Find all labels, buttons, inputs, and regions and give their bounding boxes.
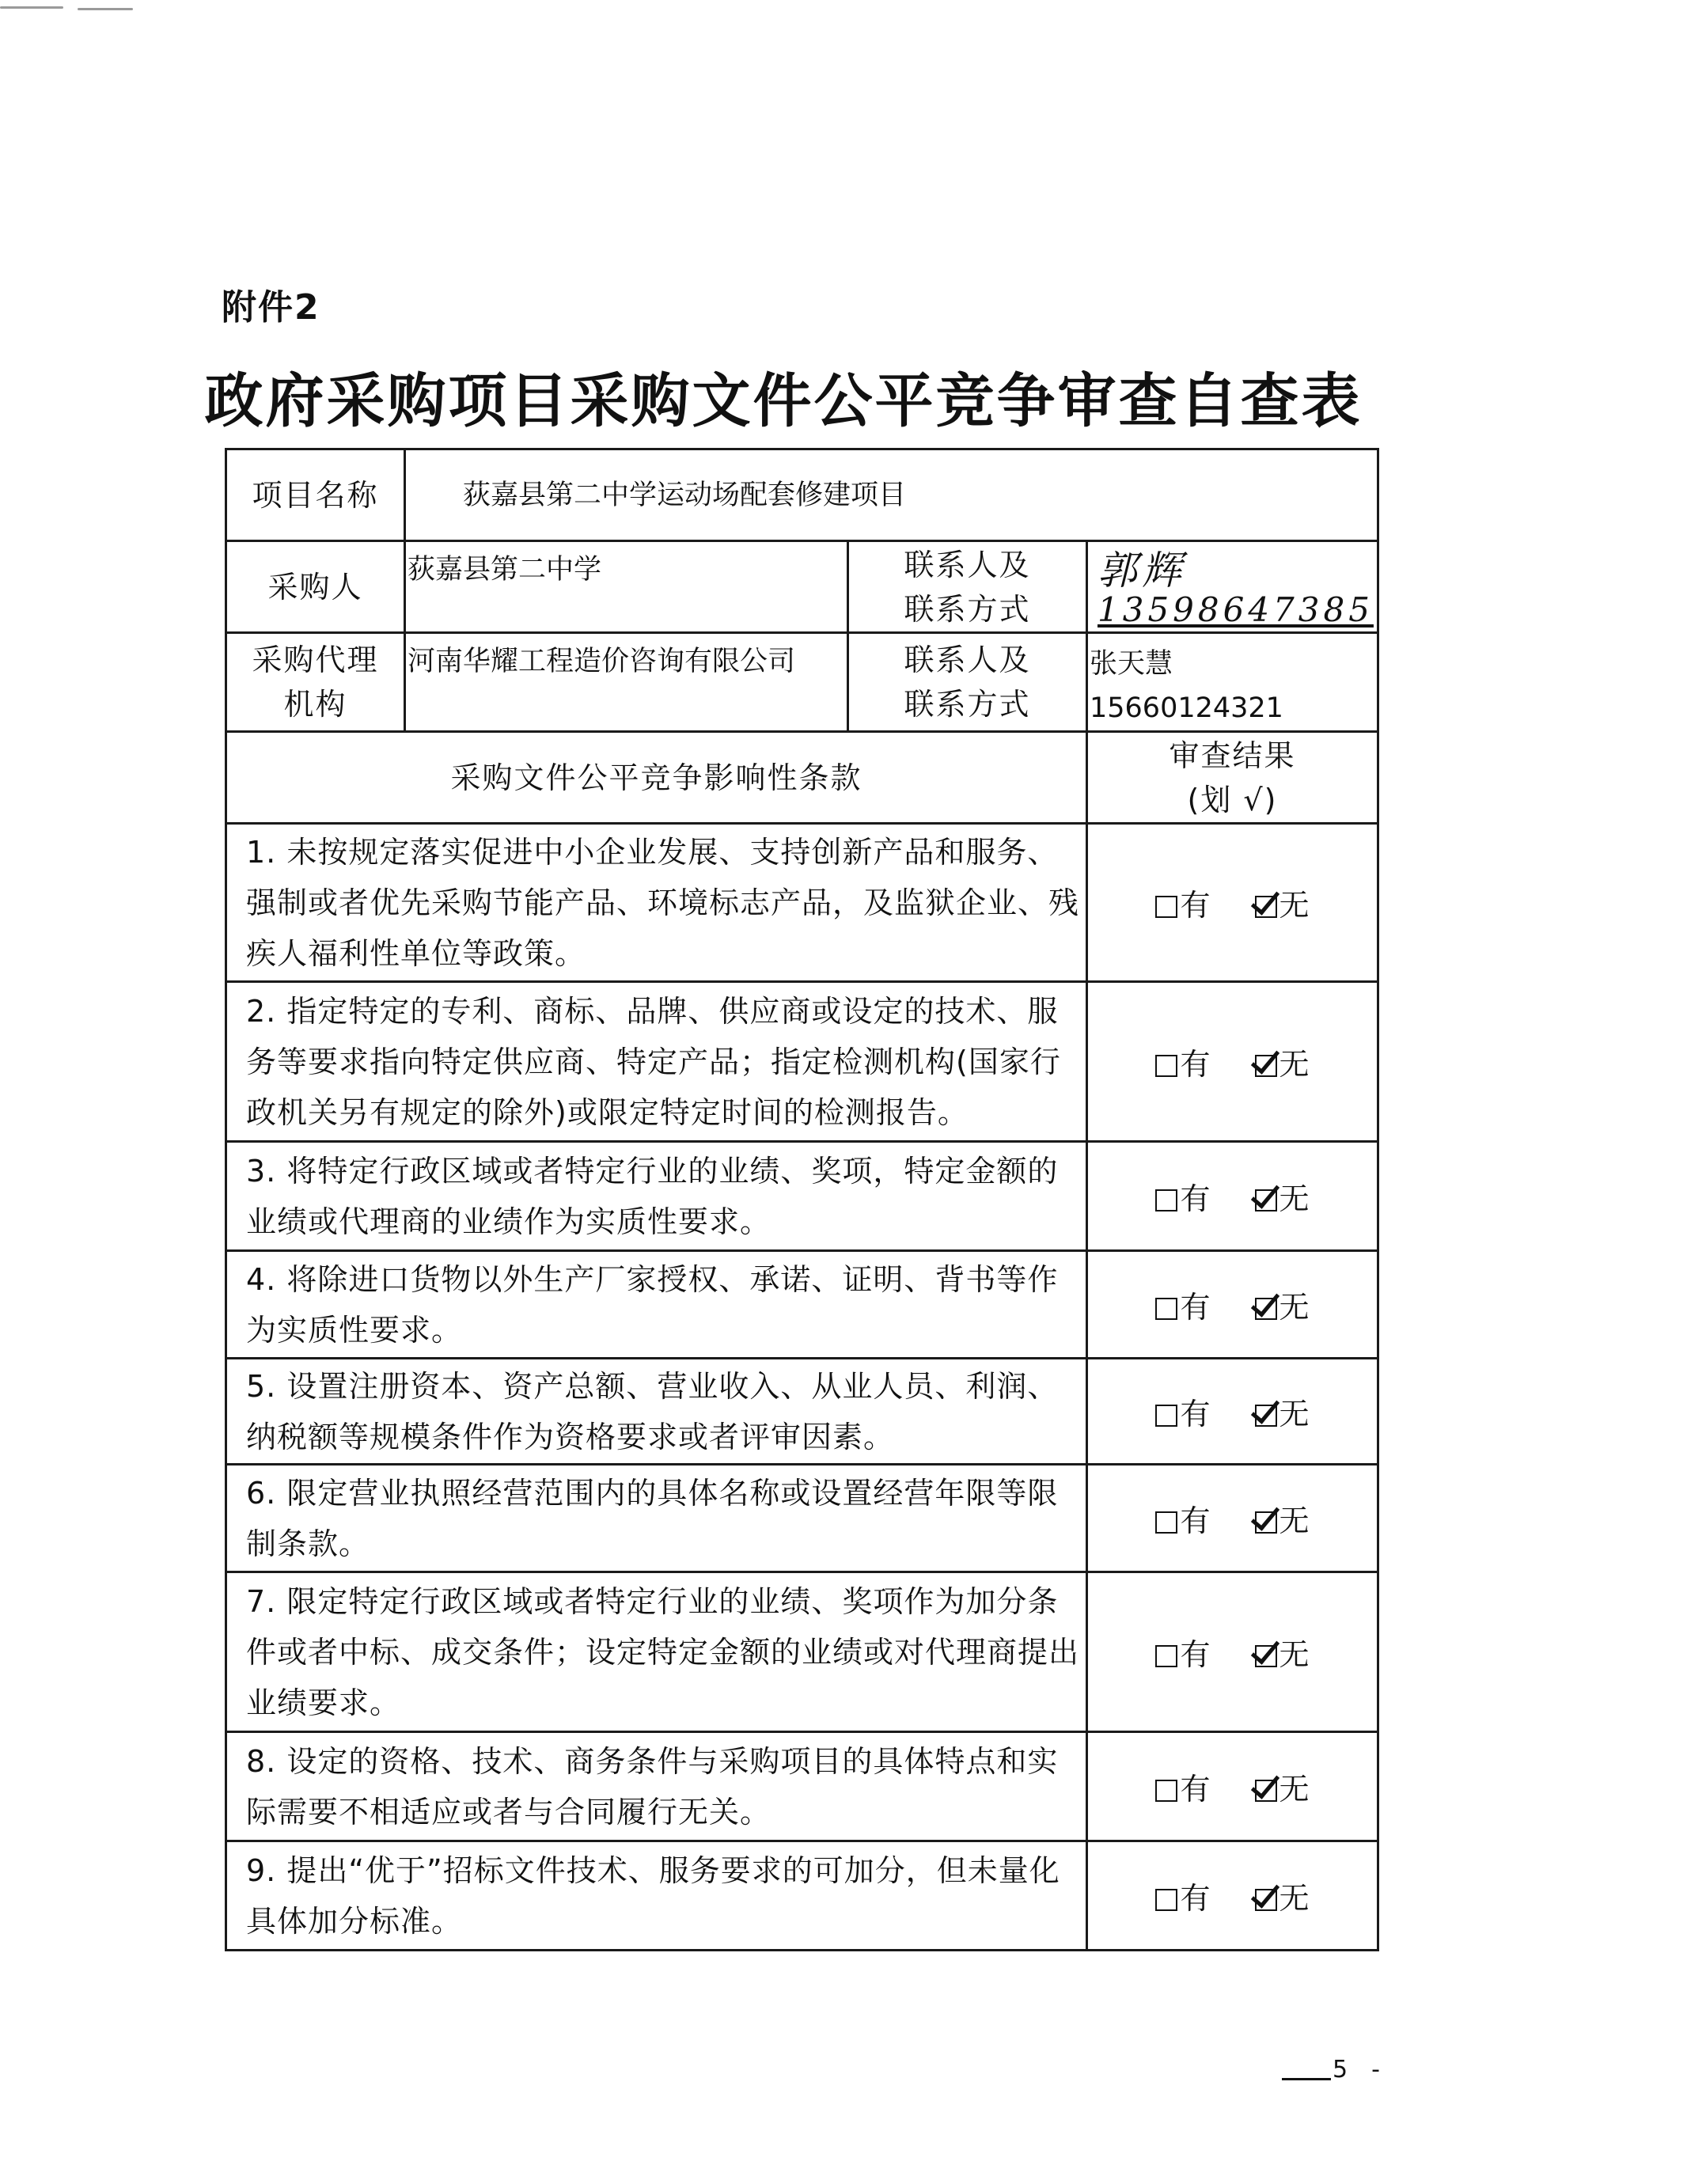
option-label: 有 xyxy=(1180,1772,1211,1807)
page-rule xyxy=(1282,2078,1331,2080)
option-yes[interactable] xyxy=(1155,1630,1210,1674)
clause-row xyxy=(226,1465,1378,1572)
purchaser-row xyxy=(226,541,1378,633)
empty-checkbox-icon[interactable] xyxy=(1155,1298,1177,1320)
clause-text: 6. 限定营业执照经营范围内的具体名称或设置经营年限等限制条款。 xyxy=(226,1465,1087,1572)
review-table xyxy=(225,448,1379,1951)
project-name-label: 项目名称 xyxy=(226,449,405,541)
agency-contact-phone: 15660124321 xyxy=(1090,692,1283,724)
signature-name: 郭辉 xyxy=(1097,547,1186,593)
project-row xyxy=(226,449,1378,541)
clause-text: 9. 提出“优于”招标文件技术、服务要求的可加分，但未量化具体加分标准。 xyxy=(226,1841,1087,1951)
review-result xyxy=(1087,1142,1378,1251)
checked-checkbox-icon[interactable] xyxy=(1255,1645,1277,1667)
checked-checkbox-icon[interactable] xyxy=(1255,1511,1277,1534)
checked-checkbox-icon[interactable] xyxy=(1255,1405,1277,1427)
review-result xyxy=(1087,1465,1378,1572)
empty-checkbox-icon[interactable] xyxy=(1155,1189,1177,1211)
agency-value: 河南华耀工程造价咨询有限公司 xyxy=(405,633,848,732)
option-no[interactable] xyxy=(1255,1174,1310,1218)
agency-contact-name: 张天慧 xyxy=(1090,648,1173,680)
empty-checkbox-icon[interactable] xyxy=(1155,896,1177,918)
empty-checkbox-icon[interactable] xyxy=(1155,1780,1177,1802)
header-row xyxy=(226,732,1378,824)
option-no[interactable] xyxy=(1255,1630,1310,1674)
signature-phone: 13598647385 xyxy=(1097,590,1374,629)
option-no[interactable] xyxy=(1255,1390,1310,1433)
empty-checkbox-icon[interactable] xyxy=(1155,1055,1177,1077)
review-result xyxy=(1087,1251,1378,1359)
review-result xyxy=(1087,824,1378,982)
option-no[interactable] xyxy=(1255,1874,1310,1917)
clause-row xyxy=(226,1732,1378,1841)
result-header-line1: 审查结果 xyxy=(1169,737,1296,773)
option-yes[interactable] xyxy=(1155,1040,1210,1083)
purchaser-label: 采购人 xyxy=(226,541,405,633)
option-label: 无 xyxy=(1279,1397,1310,1431)
option-no[interactable] xyxy=(1255,881,1310,924)
clauses-header: 采购文件公平竞争影响性条款 xyxy=(226,732,1087,824)
option-label: 无 xyxy=(1279,1881,1310,1916)
option-yes[interactable] xyxy=(1155,881,1210,924)
option-yes[interactable] xyxy=(1155,1390,1210,1433)
contact-label-line1: 联系人及 xyxy=(904,547,1031,582)
option-yes[interactable] xyxy=(1155,1874,1210,1917)
checked-checkbox-icon[interactable] xyxy=(1255,1298,1277,1320)
option-label: 有 xyxy=(1180,1397,1211,1431)
clause-row xyxy=(226,982,1378,1142)
clause-row xyxy=(226,1841,1378,1951)
checked-checkbox-icon[interactable] xyxy=(1255,1780,1277,1802)
agency-contact-value xyxy=(1087,633,1378,732)
clause-row xyxy=(226,1142,1378,1251)
agency-label xyxy=(226,633,405,732)
clause-text: 7. 限定特定行政区域或者特定行业的业绩、奖项作为加分条件或者中标、成交条件；设定特定金额的业绩或对代理商提出业绩要求。 xyxy=(226,1572,1087,1732)
purchaser-contact-label xyxy=(848,541,1087,633)
option-yes[interactable] xyxy=(1155,1765,1210,1808)
option-label: 有 xyxy=(1180,888,1211,923)
option-label: 有 xyxy=(1180,1503,1211,1538)
result-header-line2: (划 √) xyxy=(1187,782,1278,817)
checked-checkbox-icon[interactable] xyxy=(1255,1889,1277,1911)
scan-artifact xyxy=(0,6,135,17)
agency-contact-label xyxy=(848,633,1087,732)
clause-text: 4. 将除进口货物以外生产厂家授权、承诺、证明、背书等作为实质性要求。 xyxy=(226,1251,1087,1359)
clause-list xyxy=(226,824,1378,1951)
option-label: 无 xyxy=(1279,1503,1310,1538)
option-label: 无 xyxy=(1279,1047,1310,1082)
checked-checkbox-icon[interactable] xyxy=(1255,896,1277,918)
option-no[interactable] xyxy=(1255,1283,1310,1326)
clause-row xyxy=(226,1572,1378,1732)
option-no[interactable] xyxy=(1255,1765,1310,1808)
option-yes[interactable] xyxy=(1155,1496,1210,1540)
empty-checkbox-icon[interactable] xyxy=(1155,1405,1177,1427)
clause-text: 8. 设定的资格、技术、商务条件与采购项目的具体特点和实际需要不相适应或者与合同履行无关。 xyxy=(226,1732,1087,1841)
result-header xyxy=(1087,732,1378,824)
option-label: 无 xyxy=(1279,1290,1310,1325)
document-title: 政府采购项目采购文件公平竞争审查自查表 xyxy=(204,367,1363,435)
page-number xyxy=(1282,2056,1380,2084)
attachment-label: 附件2 xyxy=(222,287,320,328)
option-label: 无 xyxy=(1279,1637,1310,1672)
purchaser-value: 荻嘉县第二中学 xyxy=(405,541,848,633)
review-result xyxy=(1087,1732,1378,1841)
option-label: 有 xyxy=(1180,1881,1211,1916)
agency-row xyxy=(226,633,1378,732)
empty-checkbox-icon[interactable] xyxy=(1155,1889,1177,1911)
empty-checkbox-icon[interactable] xyxy=(1155,1511,1177,1534)
contact-label-line1: 联系人及 xyxy=(904,643,1031,677)
checked-checkbox-icon[interactable] xyxy=(1255,1189,1277,1211)
agency-label-line1: 采购代理 xyxy=(252,643,379,677)
clause-text: 1. 未按规定落实促进中小企业发展、支持创新产品和服务、强制或者优先采购节能产品、环境标志产品，及监狱企业、残疾人福利性单位等政策。 xyxy=(226,824,1087,982)
checked-checkbox-icon[interactable] xyxy=(1255,1055,1277,1077)
option-yes[interactable] xyxy=(1155,1174,1210,1218)
agency-label-line2: 机构 xyxy=(283,687,347,722)
empty-checkbox-icon[interactable] xyxy=(1155,1645,1177,1667)
review-result xyxy=(1087,1841,1378,1951)
clause-text: 3. 将特定行政区域或者特定行业的业绩、奖项，特定金额的业绩或代理商的业绩作为实质性要求。 xyxy=(226,1142,1087,1251)
handwritten-signature xyxy=(1097,549,1377,628)
review-result xyxy=(1087,1572,1378,1732)
project-name-value: 荻嘉县第二中学运动场配套修建项目 xyxy=(405,449,1378,541)
option-yes[interactable] xyxy=(1155,1283,1210,1326)
clause-row xyxy=(226,824,1378,982)
option-label: 有 xyxy=(1180,1047,1211,1082)
page-number-value: 5 xyxy=(1333,2056,1348,2084)
option-label: 无 xyxy=(1279,1181,1310,1216)
option-label: 无 xyxy=(1279,1772,1310,1807)
contact-label-line2: 联系方式 xyxy=(904,591,1031,627)
page-dash: - xyxy=(1371,2056,1380,2084)
clause-row xyxy=(226,1359,1378,1465)
option-label: 无 xyxy=(1279,888,1310,923)
option-no[interactable] xyxy=(1255,1040,1310,1083)
clause-text: 2. 指定特定的专利、商标、品牌、供应商或设定的技术、服 务等要求指向特定供应商、特定产品；指定检测机构(国家行政机关另有规定的除外)或限定特定时间的检测报告。 xyxy=(226,982,1087,1142)
option-no[interactable] xyxy=(1255,1496,1310,1540)
clause-text: 5. 设置注册资本、资产总额、营业收入、从业人员、利润、纳税额等规模条件作为资格要求或者评审因素。 xyxy=(226,1359,1087,1465)
review-result xyxy=(1087,982,1378,1142)
contact-label-line2: 联系方式 xyxy=(904,687,1031,722)
option-label: 有 xyxy=(1180,1181,1211,1216)
clause-row xyxy=(226,1251,1378,1359)
option-label: 有 xyxy=(1180,1290,1211,1325)
option-label: 有 xyxy=(1180,1637,1211,1672)
purchaser-contact-value xyxy=(1087,541,1378,633)
review-result xyxy=(1087,1359,1378,1465)
